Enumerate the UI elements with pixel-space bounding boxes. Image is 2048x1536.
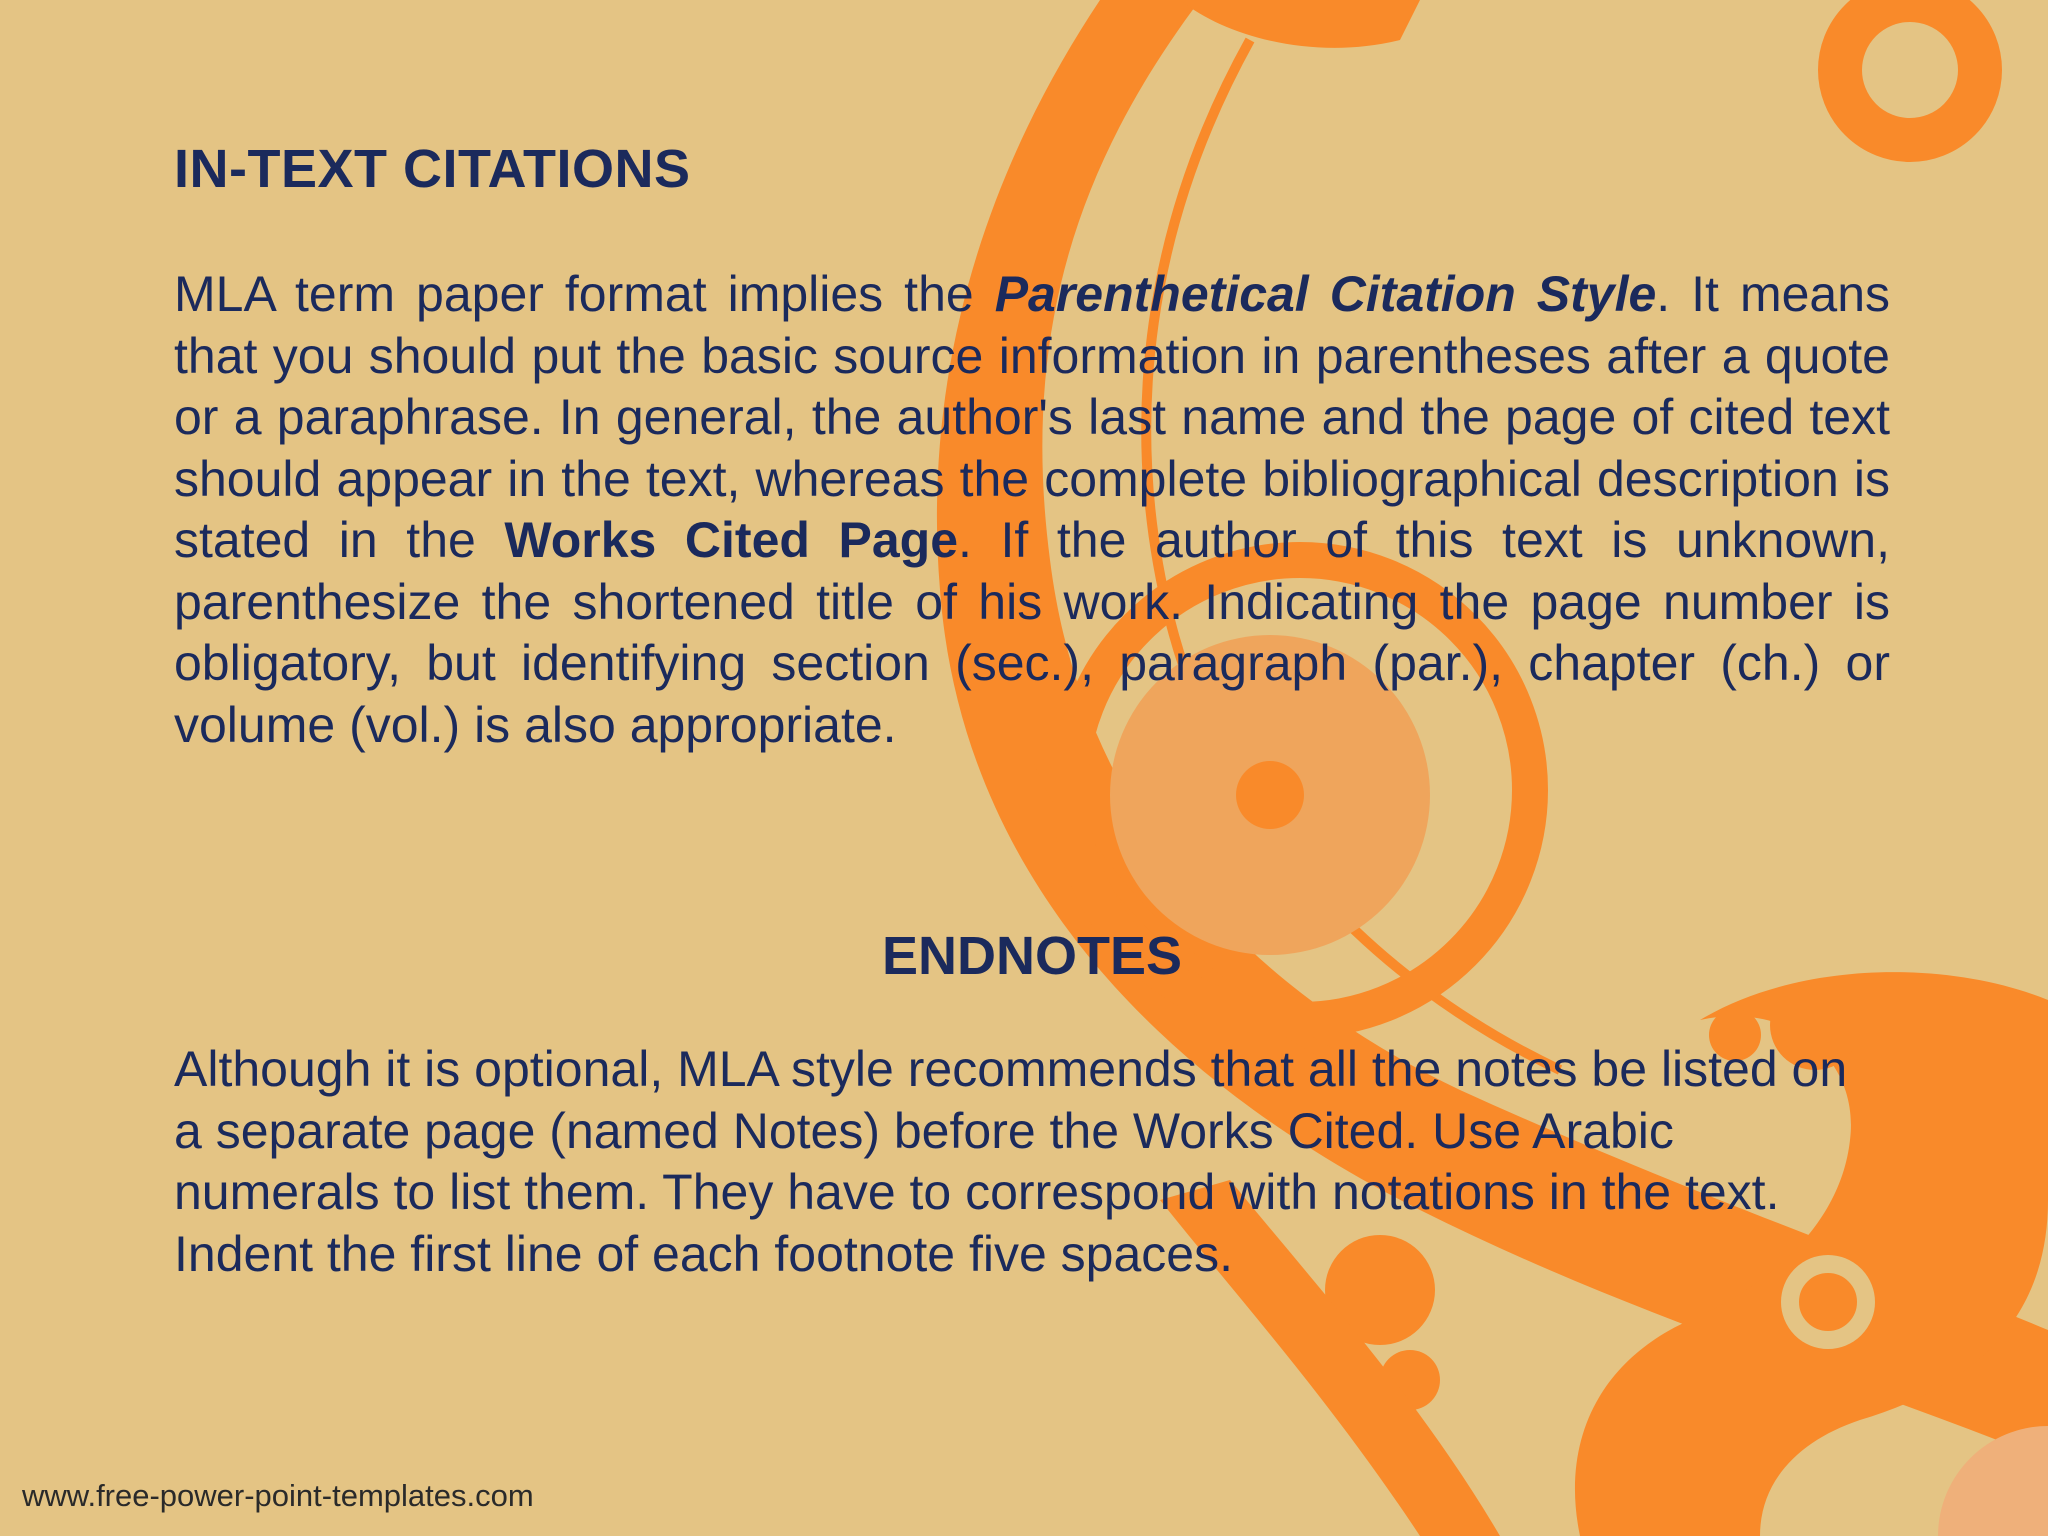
in-text-citations-paragraph bbox=[174, 264, 1890, 756]
endnotes-line: a separate page (named Notes) before the Works Cited. Use Arabic bbox=[174, 1102, 1674, 1159]
endnotes-paragraph bbox=[174, 1039, 1890, 1285]
parenthetical-citation-style-emphasis: Parenthetical Citation Style bbox=[994, 266, 1657, 322]
paragraph-text-start: MLA term paper format implies the bbox=[174, 266, 995, 322]
paragraph-text-middle: . It means that you should put the basic source information in parentheses after a quote or a paraphrase. In general, the author's last name and the page of cited text should appear in the text, whereas the complete bibliographical description is stated in the bbox=[174, 266, 1891, 568]
endnotes-line: Indent the first line of each footnote five spaces. bbox=[174, 1225, 1233, 1282]
endnotes-line: Although it is optional, MLA style recommends that all the notes be listed on bbox=[174, 1041, 1848, 1097]
endnotes-line: numerals to list them. They have to correspond with notations in the text. bbox=[174, 1164, 1780, 1220]
footer-website-url: www.free-power-point-templates.com bbox=[22, 1478, 534, 1513]
swirl-ring-top-right bbox=[1840, 0, 1980, 140]
works-cited-page-emphasis: Works Cited Page bbox=[504, 512, 959, 568]
in-text-citations-heading: IN-TEXT CITATIONS bbox=[174, 139, 691, 199]
endnotes-heading: ENDNOTES bbox=[881, 926, 1183, 986]
paragraph-text-end: . If the author of this text is unknown, parenthesize the shortened title of his work. Indicating the page number is obligatory, but identifying section (sec.), paragraph (par.), chapter (ch.) or volume (vol.) is also appropriate. bbox=[174, 512, 1890, 753]
swirl-top-hook bbox=[1180, 0, 1420, 48]
swirl-small-dot bbox=[1236, 761, 1304, 829]
swirl-bottom-disc bbox=[1938, 1426, 2048, 1536]
